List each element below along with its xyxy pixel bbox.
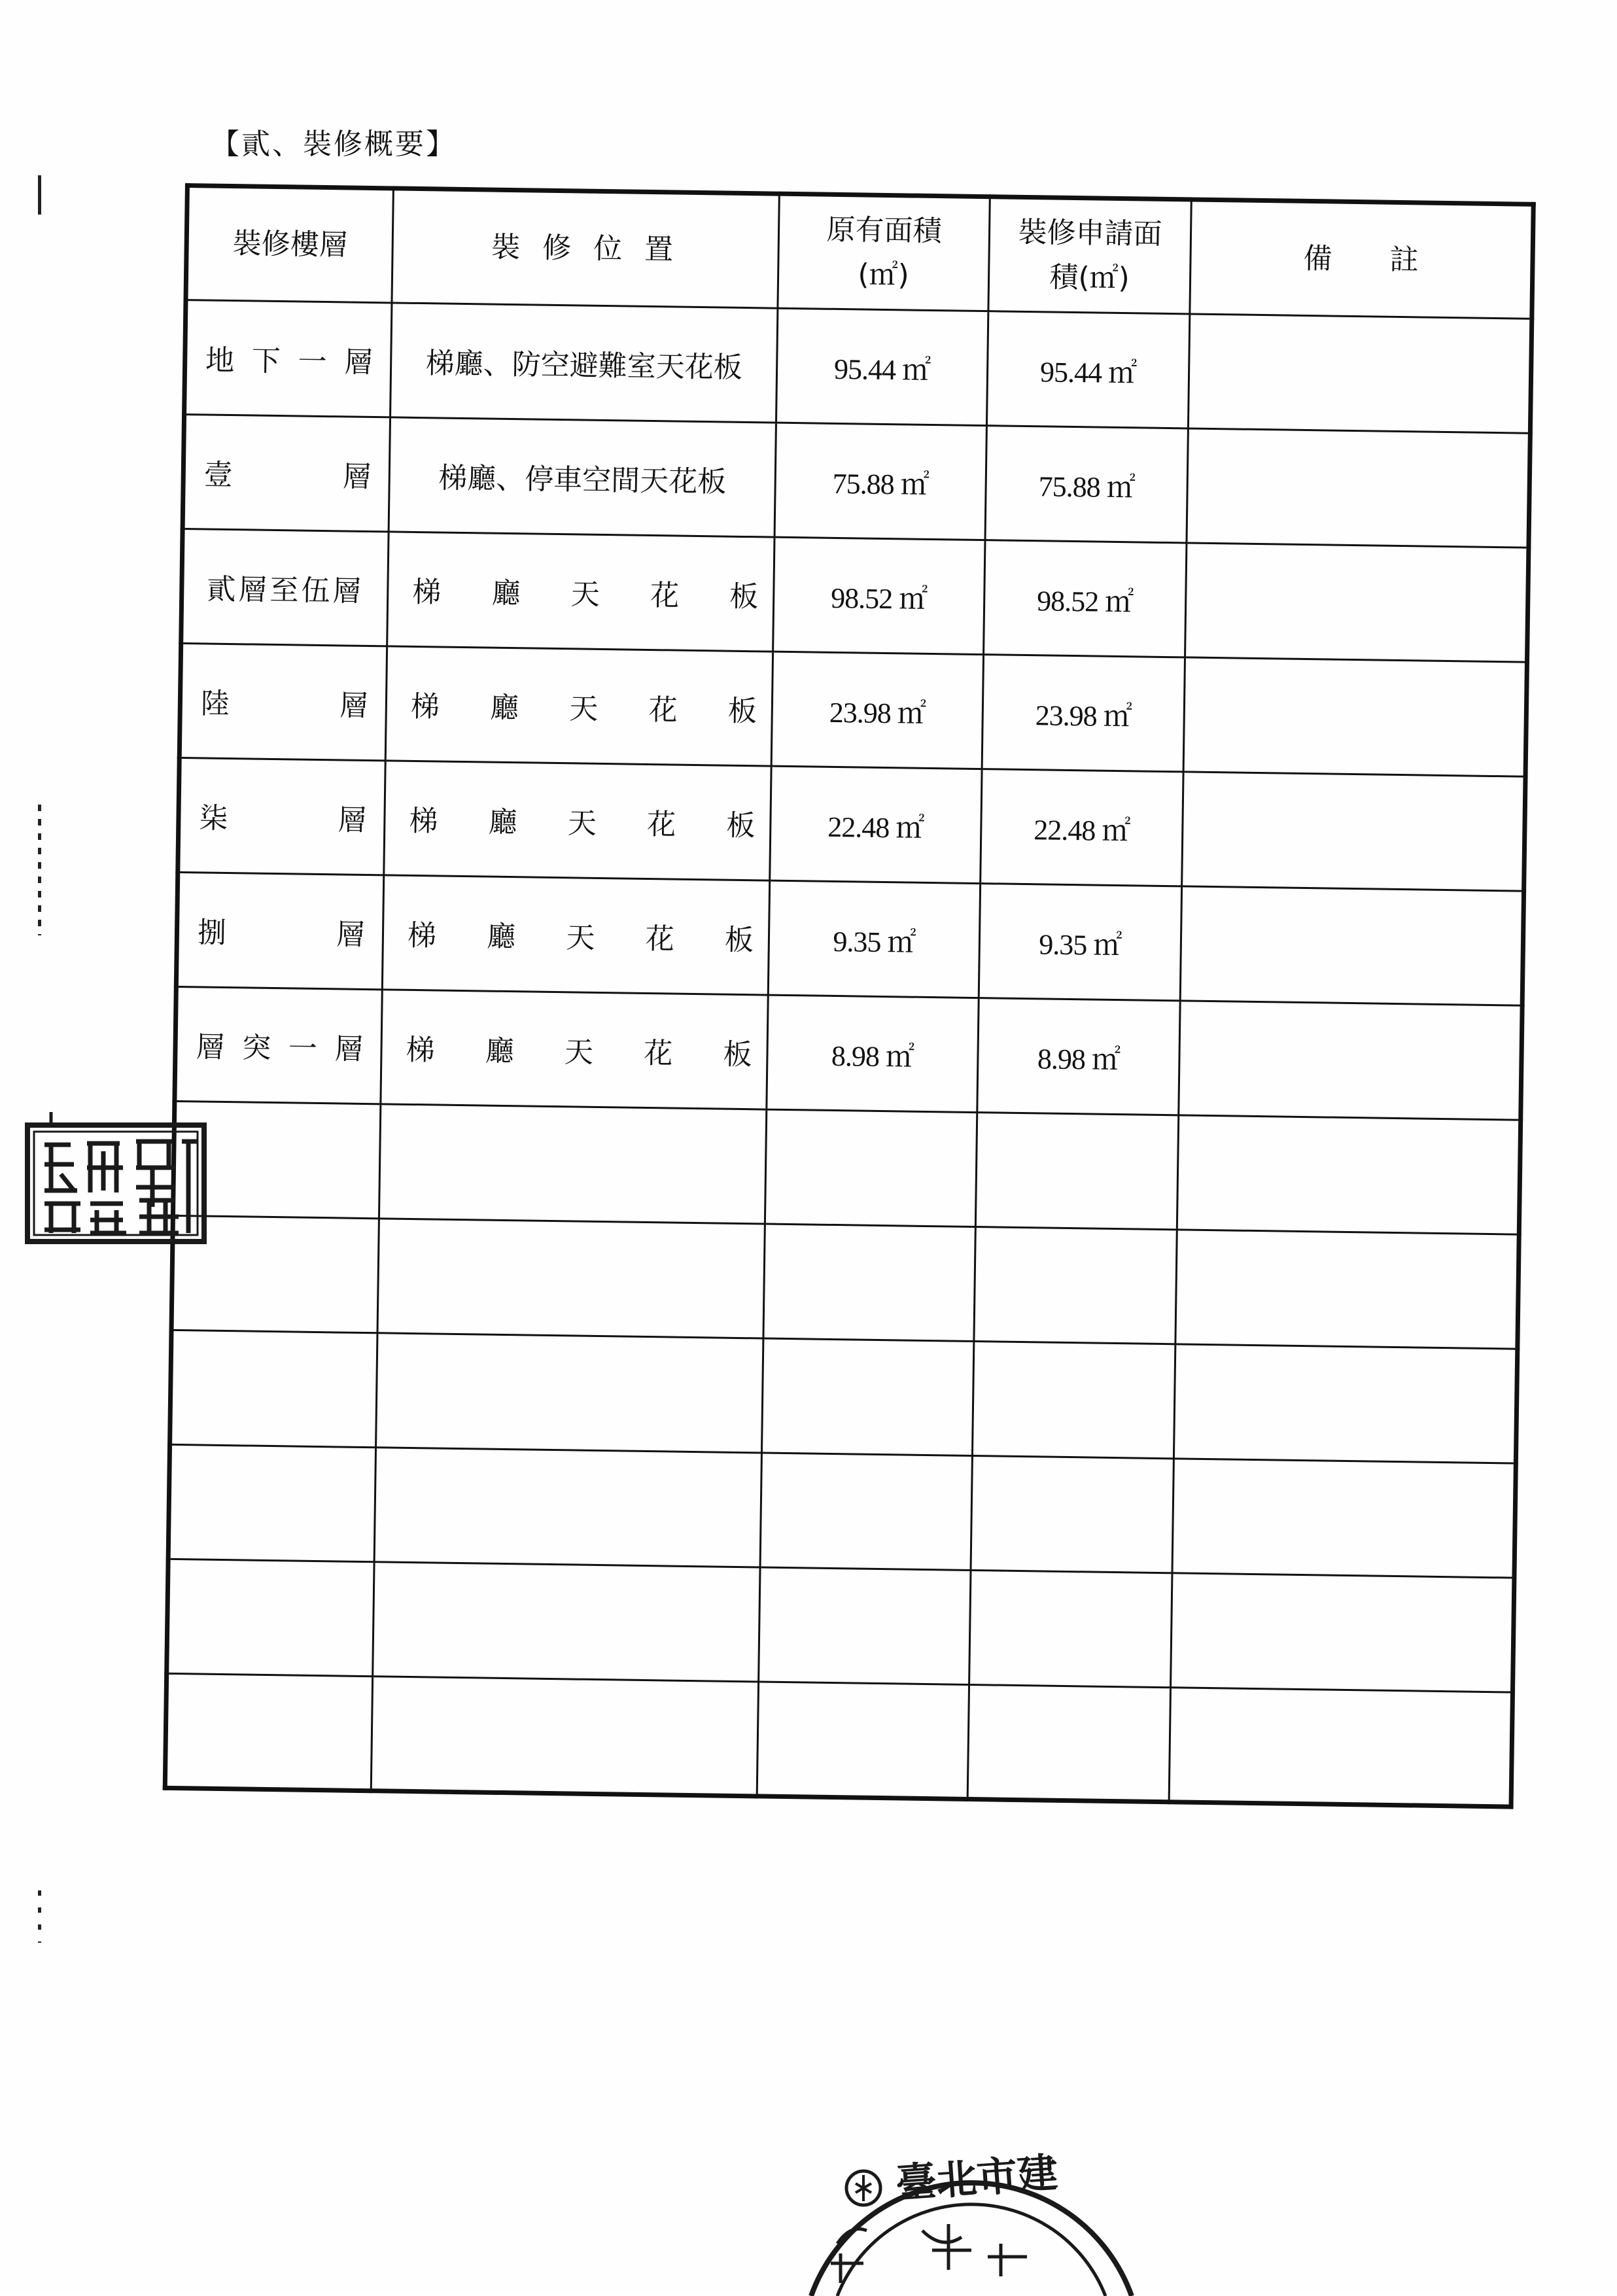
location-char: 板: [729, 580, 759, 614]
empty-cell: [757, 1682, 969, 1799]
cell-location: [385, 646, 773, 766]
floor-char: 突: [241, 1031, 274, 1066]
location-char: 天: [568, 692, 599, 726]
cell-applied-area-value: 95.44 ㎡: [1039, 356, 1137, 390]
cell-floor: [181, 529, 389, 646]
cell-remarks: [1187, 428, 1530, 548]
cell-location: [381, 990, 768, 1109]
empty-cell: [379, 1104, 766, 1224]
location-char: 板: [726, 809, 756, 843]
location-char: 梯: [409, 804, 438, 839]
architect-association-seal-stamp: [791, 2119, 1158, 2296]
cell-remarks: [1179, 1001, 1522, 1120]
empty-cell: [373, 1562, 760, 1682]
cell-applied-area-value: 98.52 ㎡: [1036, 585, 1134, 619]
floor-char: 層: [334, 1032, 366, 1066]
floor-char: 地: [205, 343, 237, 378]
empty-cell: [168, 1444, 375, 1561]
location-char: 廳: [491, 576, 521, 611]
cell-original-area: [767, 995, 979, 1112]
empty-cell: [967, 1684, 1170, 1801]
header-floor: 裝修樓層: [186, 186, 393, 303]
location-char: 梯: [410, 689, 440, 724]
location-char: 花: [646, 807, 676, 842]
cell-original-area-value: 22.48 ㎡: [827, 810, 924, 844]
location-char: 廳: [488, 805, 518, 840]
floor-char: 捌: [197, 916, 230, 950]
cell-applied-area-value: 75.88 ㎡: [1038, 470, 1135, 504]
location-char: 花: [645, 922, 675, 956]
empty-cell: [759, 1567, 971, 1684]
table-row: [178, 757, 1525, 891]
floor-char: 層: [343, 345, 376, 380]
location-char: 天: [564, 1035, 594, 1070]
empty-cell: [1177, 1115, 1520, 1234]
cell-location: [387, 532, 774, 652]
cell-applied-area: [977, 998, 1180, 1115]
floor-char: 一: [288, 1032, 321, 1066]
section-title: 【貳、裝修概要】: [211, 128, 457, 161]
empty-cell: [761, 1338, 973, 1455]
cell-location: [384, 761, 771, 880]
floor-char: 層: [196, 1030, 228, 1065]
empty-cell: [1172, 1459, 1516, 1578]
location-char: 廳: [485, 1034, 515, 1069]
table-body: [165, 300, 1532, 1807]
table-row: [183, 415, 1530, 548]
header-remarks: 備 註: [1190, 200, 1533, 319]
cell-original-area: [770, 766, 982, 883]
empty-cell: [763, 1224, 975, 1341]
cell-applied-area: [982, 655, 1185, 772]
renovation-summary-table: [163, 183, 1536, 1809]
cell-applied-area: [986, 311, 1189, 428]
floor-char: 下: [251, 344, 284, 379]
floor-char: 貳層至伍層: [206, 572, 364, 608]
location-char: 天: [567, 807, 597, 841]
cell-original-area-value: 8.98 ㎡: [831, 1039, 914, 1073]
empty-cell: [374, 1448, 761, 1567]
cell-location: [391, 303, 778, 423]
empty-cell: [765, 1109, 977, 1226]
empty-table-row: [168, 1444, 1516, 1578]
table-row: [175, 986, 1522, 1120]
location-text: 梯廳、停車空間天花板: [438, 461, 727, 499]
cell-remarks: [1183, 657, 1527, 776]
cell-floor: [184, 300, 392, 417]
header-location: 裝 修 位 置: [392, 188, 779, 308]
location-char: 板: [727, 694, 757, 729]
empty-cell: [170, 1330, 377, 1447]
cell-original-area: [774, 423, 986, 540]
floor-char: 陸: [200, 687, 233, 722]
floor-char: 層: [336, 918, 368, 952]
empty-cell: [376, 1333, 763, 1453]
empty-cell: [377, 1219, 765, 1338]
cell-applied-area-value: 22.48 ㎡: [1033, 814, 1130, 848]
cell-floor: [178, 757, 385, 875]
location-char: 花: [648, 693, 678, 727]
location-char: 花: [650, 578, 680, 613]
cell-original-area: [771, 652, 983, 769]
cell-original-area-value: 75.88 ㎡: [832, 467, 930, 501]
svg-text:臺北市建: 臺北市建: [894, 2148, 1060, 2208]
cell-original-area: [776, 308, 988, 425]
table-row: [179, 643, 1527, 776]
table-row: [184, 300, 1532, 434]
location-char: 天: [566, 921, 595, 955]
cell-applied-area-value: 8.98 ㎡: [1037, 1043, 1121, 1077]
location-text: 梯廳、防空避難室天花板: [425, 347, 742, 385]
header-applied-area: 裝修申請面 積(㎡): [988, 197, 1191, 314]
empty-cell: [969, 1570, 1172, 1687]
empty-cell: [1175, 1230, 1519, 1349]
empty-cell: [371, 1677, 758, 1796]
empty-table-row: [170, 1330, 1518, 1463]
cell-remarks: [1188, 314, 1531, 433]
empty-cell: [1174, 1344, 1517, 1463]
empty-table-row: [171, 1215, 1519, 1349]
cell-applied-area: [984, 540, 1187, 657]
location-char: 廳: [486, 920, 516, 954]
empty-cell: [1171, 1573, 1514, 1692]
cell-floor: [179, 643, 387, 760]
cell-location: [389, 417, 776, 537]
cell-original-area-value: 98.52 ㎡: [830, 582, 928, 616]
empty-table-row: [165, 1673, 1512, 1807]
verification-seal-stamp: [25, 1112, 215, 1249]
cell-floor: [183, 415, 390, 532]
location-char: 花: [643, 1036, 673, 1071]
empty-cell: [165, 1673, 372, 1790]
cell-applied-area: [979, 884, 1181, 1001]
cell-applied-area: [985, 426, 1188, 543]
table-row: [181, 529, 1529, 662]
cell-original-area-value: 9.35 ㎡: [833, 925, 916, 959]
cell-remarks: [1180, 886, 1523, 1005]
margin-mark: [38, 175, 41, 215]
location-char: 梯: [406, 1033, 435, 1068]
table-header-row: [186, 186, 1533, 319]
margin-mark: [38, 805, 41, 935]
empty-cell: [971, 1455, 1174, 1573]
location-char: 廳: [489, 691, 519, 725]
floor-char: 層: [338, 803, 370, 838]
empty-table-row: [173, 1101, 1520, 1234]
cell-floor: [175, 986, 382, 1104]
location-char: 板: [723, 1037, 752, 1072]
empty-table-row: [167, 1559, 1514, 1692]
cell-original-area: [768, 880, 980, 998]
empty-cell: [1169, 1688, 1512, 1807]
cell-applied-area-value: 9.35 ㎡: [1039, 928, 1122, 962]
floor-char: 壹: [203, 458, 236, 493]
table-row: [176, 872, 1523, 1005]
renovation-summary-table-wrap: [163, 183, 1531, 1794]
cell-applied-area-value: 23.98 ㎡: [1035, 699, 1132, 733]
cell-remarks: [1182, 772, 1525, 891]
floor-char: 柒: [199, 801, 231, 836]
empty-cell: [974, 1227, 1177, 1344]
location-char: 天: [570, 578, 600, 612]
cell-original-area-value: 95.44 ㎡: [833, 353, 931, 387]
floor-char: 層: [342, 460, 375, 495]
empty-cell: [972, 1342, 1175, 1459]
cell-location: [382, 875, 769, 995]
floor-char: 一: [298, 345, 330, 379]
location-char: 板: [724, 923, 754, 958]
cell-remarks: [1185, 543, 1529, 662]
margin-mark: [38, 1890, 41, 1943]
empty-cell: [167, 1559, 374, 1676]
empty-cell: [760, 1453, 972, 1570]
cell-applied-area: [981, 769, 1183, 886]
cell-floor: [176, 872, 383, 989]
cell-original-area-value: 23.98 ㎡: [829, 696, 926, 730]
empty-cell: [975, 1113, 1178, 1230]
floor-char: 層: [339, 689, 372, 723]
header-original-area: 原有面積 (㎡): [778, 194, 990, 311]
location-char: 梯: [411, 575, 442, 610]
cell-original-area: [773, 537, 985, 654]
location-char: 梯: [407, 918, 437, 953]
